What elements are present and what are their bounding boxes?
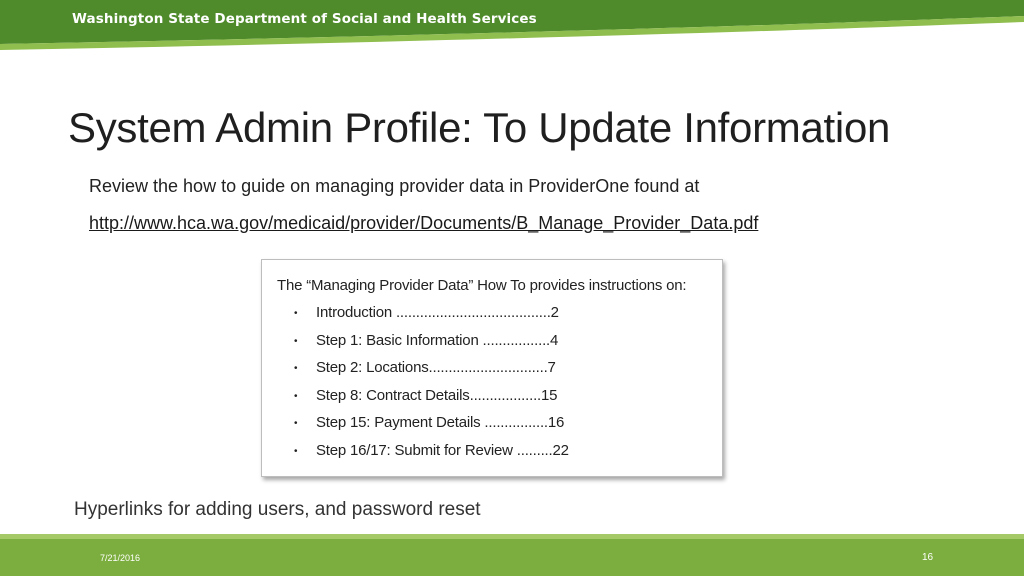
- page-title: System Admin Profile: To Update Information: [68, 104, 891, 151]
- bullet-icon: •: [294, 418, 298, 430]
- slide-number: 16: [922, 552, 934, 563]
- org-name: Washington State Department of Social and Health Services: [72, 11, 537, 27]
- contents-entry: Introduction .......................................2: [316, 304, 559, 321]
- bullet-icon: •: [294, 335, 298, 347]
- guide-link[interactable]: http://www.hca.wa.gov/medicaid/provider/Documents/B_Manage_Provider_Data.pdf: [89, 213, 759, 233]
- header-banner: [0, 0, 1024, 50]
- bullet-icon: •: [294, 445, 298, 457]
- bullet-icon: •: [294, 363, 298, 375]
- slide-date: 7/21/2016: [100, 553, 141, 563]
- contents-entry: Step 15: Payment Details ................16: [316, 414, 565, 432]
- footer-stripe: [0, 534, 1024, 539]
- contents-entry: Step 16/17: Submit for Review .........22: [316, 441, 569, 459]
- contents-entry: Step 2: Locations..............................7: [316, 359, 556, 377]
- contents-entry: Step 1: Basic Information .................4: [316, 331, 559, 349]
- guide-excerpt-image: [261, 259, 723, 477]
- footer-bar: [0, 534, 1024, 576]
- excerpt-heading: The “Managing Provider Data” How To provides instructions on:: [277, 277, 687, 294]
- bullet-icon: •: [294, 390, 298, 402]
- hyperlinks-note: Hyperlinks for adding users, and password reset: [74, 499, 481, 520]
- contents-entry: Step 8: Contract Details..................15: [316, 386, 558, 404]
- bullet-icon: •: [294, 308, 298, 319]
- intro-text: Review the how to guide on managing provider data in ProviderOne found at: [89, 176, 700, 196]
